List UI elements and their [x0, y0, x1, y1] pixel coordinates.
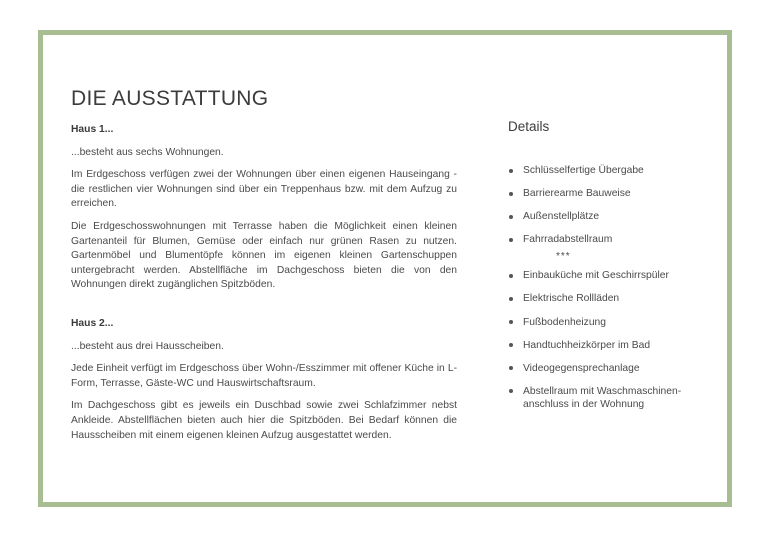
- description-column: [71, 123, 457, 451]
- details-column: [508, 119, 718, 421]
- details-heading: Details: [508, 119, 550, 134]
- bullet-icon: [509, 366, 513, 370]
- list-item: Videogegensprechanlage: [508, 362, 718, 376]
- haus1-paragraph: ...besteht aus sechs Wohnungen.: [71, 146, 224, 158]
- haus2-paragraph: ...besteht aus drei Hausscheiben.: [71, 340, 224, 352]
- page-title: DIE AUSSTATTUNG: [71, 87, 269, 111]
- bullet-icon: [509, 274, 513, 278]
- list-item: Außenstellplätze: [508, 210, 718, 224]
- haus2-paragraph: Im Dachgeschoss gibt es jeweils ein Duschbad sowie zwei Schlafzimmer nebst Ankleide. Abstellflächen bieten auch hier die Spitzböden. Bei Bedarf können die Hausscheiben mit einem eigenen kleinen Aufzug ausgestattet werden.: [71, 400, 457, 441]
- list-item: Barrierearme Bauweise: [508, 187, 718, 201]
- list-item: Elektrische Rollläden: [508, 292, 718, 306]
- haus1-paragraph: Im Erdgeschoss verfügen zwei der Wohnungen über einen eigenen Hauseingang - die restlichen vier Wohnungen sind über ein Treppenhaus bzw. mit dem Aufzug zu erreichen.: [71, 169, 457, 210]
- list-item: Einbauküche mit Geschirrspüler: [508, 269, 718, 283]
- details-list-1: [508, 164, 718, 247]
- bullet-icon: [509, 215, 513, 219]
- details-list-2: [508, 269, 718, 411]
- separator: ***: [556, 251, 571, 263]
- bullet-icon: [509, 238, 513, 242]
- bullet-icon: [509, 343, 513, 347]
- page-frame: [38, 30, 732, 507]
- list-item: Schlüsselfertige Übergabe: [508, 164, 718, 178]
- list-item: Handtuchheizkörper im Bad: [508, 339, 718, 353]
- haus1-heading: Haus 1...: [71, 124, 114, 135]
- bullet-icon: [509, 192, 513, 196]
- list-item: Abstellraum mit Waschmaschinen-anschluss in der Wohnung: [508, 385, 718, 412]
- list-item: Fußbodenheizung: [508, 316, 718, 330]
- list-item: Fahrradabstellraum: [508, 233, 718, 247]
- haus1-paragraph: Die Erdgeschosswohnungen mit Terrasse haben die Möglichkeit einen kleinen Gartenanteil für Blumen, Gemüse oder einfach nur grünen Rasen zu nutzen. Gartenmöbel und Blumentöpfe können im eigenen kleinen Gartenschuppen untergebracht werden. Abstellfläche im Dachgeschoss bieten die von den Wohnungen direkt zugänglichen Spitzböden.: [71, 220, 457, 291]
- bullet-icon: [509, 169, 513, 173]
- bullet-icon: [509, 320, 513, 324]
- haus2-paragraph: Jede Einheit verfügt im Erdgeschoss über Wohn-/Esszimmer mit offener Küche in L-Form, Terrasse, Gäste-WC und Hauswirtschaftsraum.: [71, 363, 457, 389]
- haus2-heading: Haus 2...: [71, 317, 114, 329]
- bullet-icon: [509, 297, 513, 301]
- bullet-icon: [509, 389, 513, 393]
